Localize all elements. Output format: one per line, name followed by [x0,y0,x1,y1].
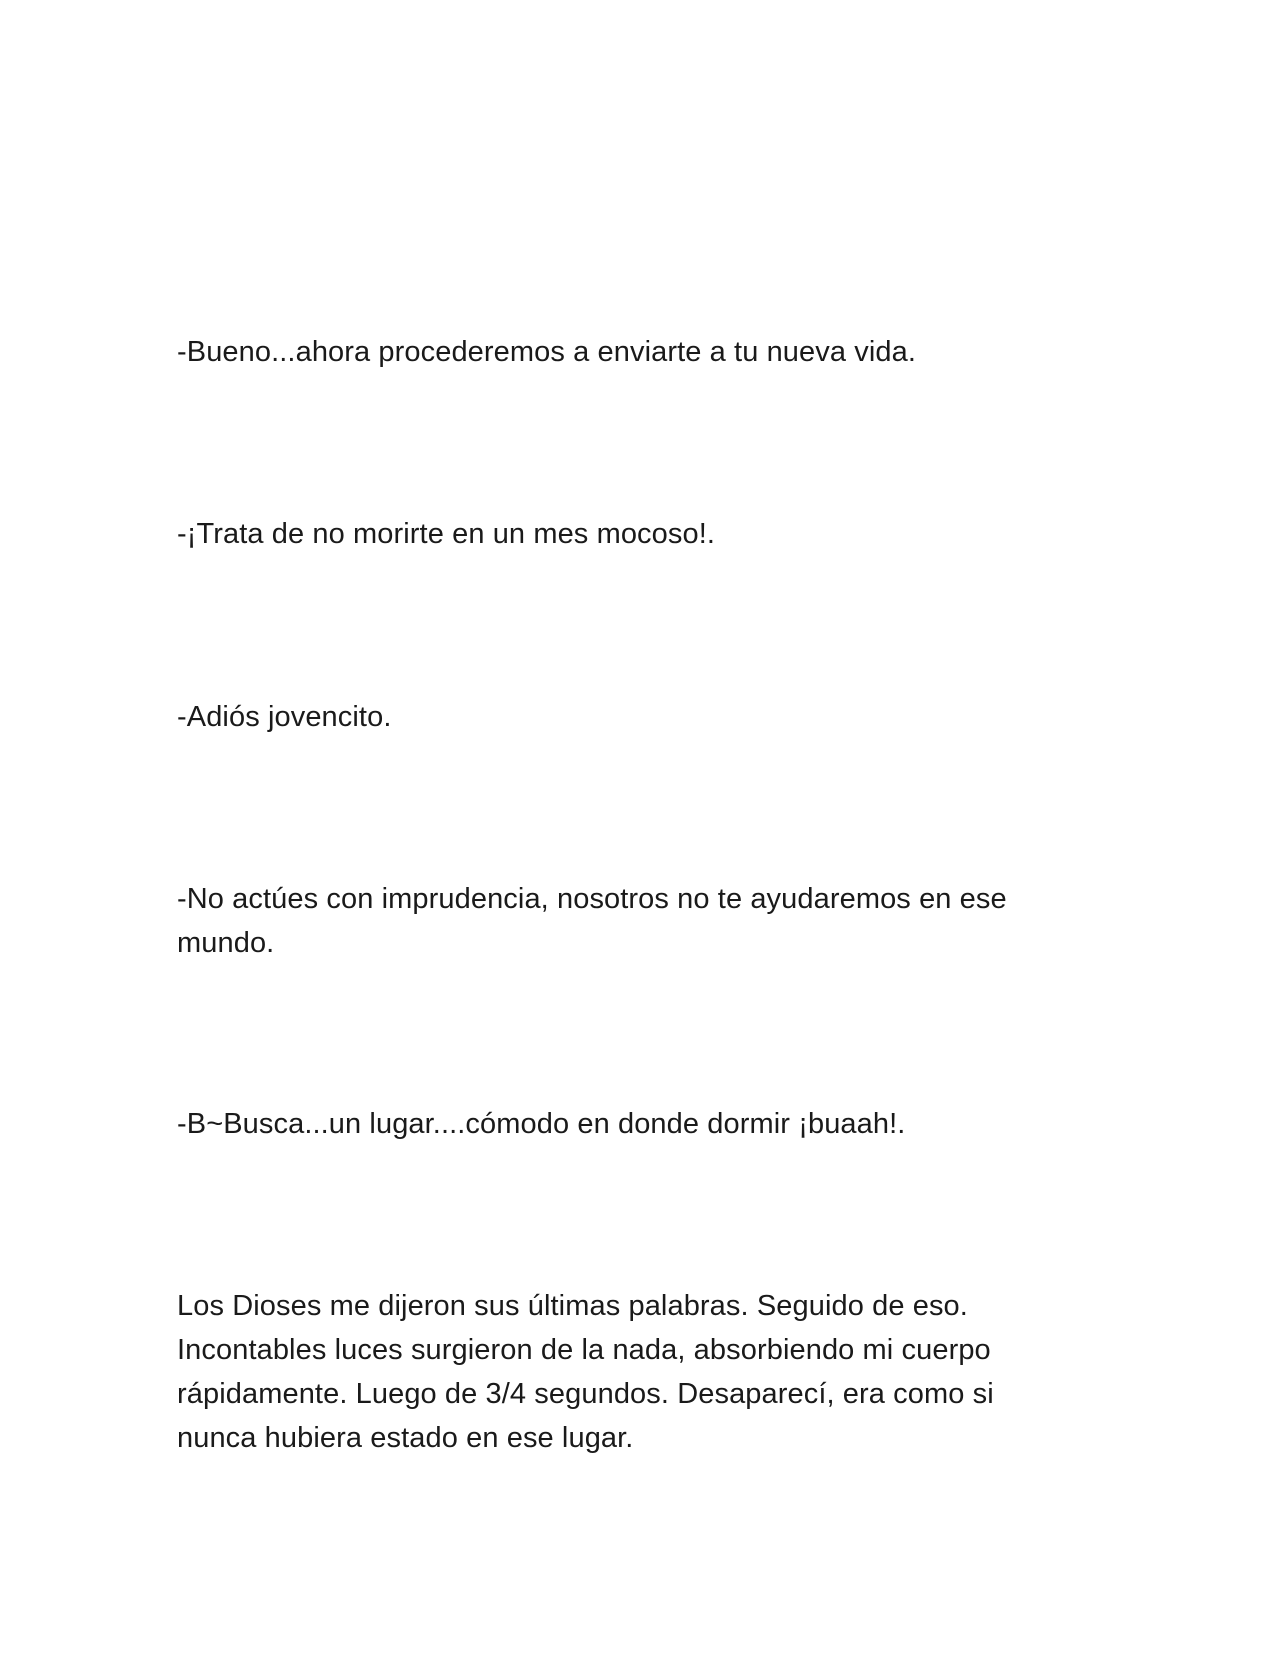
dialogue-line: -B~Busca...un lugar....cómodo en donde dormir ¡buaah!. [177,1108,906,1140]
dialogue-line: -No actúes con imprudencia, nosotros no te ayudaremos en ese mundo. [177,883,1007,959]
dialogue-line: -Bueno...ahora procederemos a enviarte a tu nueva vida. [177,336,917,368]
narrative-paragraph: Los Dioses me dijeron sus últimas palabras. Seguido de eso. Incontables luces surgieron de la nada, absorbiendo mi cuerpo rápidamente. Luego de 3/4 segundos. Desaparecí, era como si nunca hubiera estado en ese lugar. [177,1290,994,1454]
dialogue-line: -¡Trata de no morirte en un mes mocoso!. [177,518,716,550]
dialogue-line: -Adiós jovencito. [177,701,392,733]
